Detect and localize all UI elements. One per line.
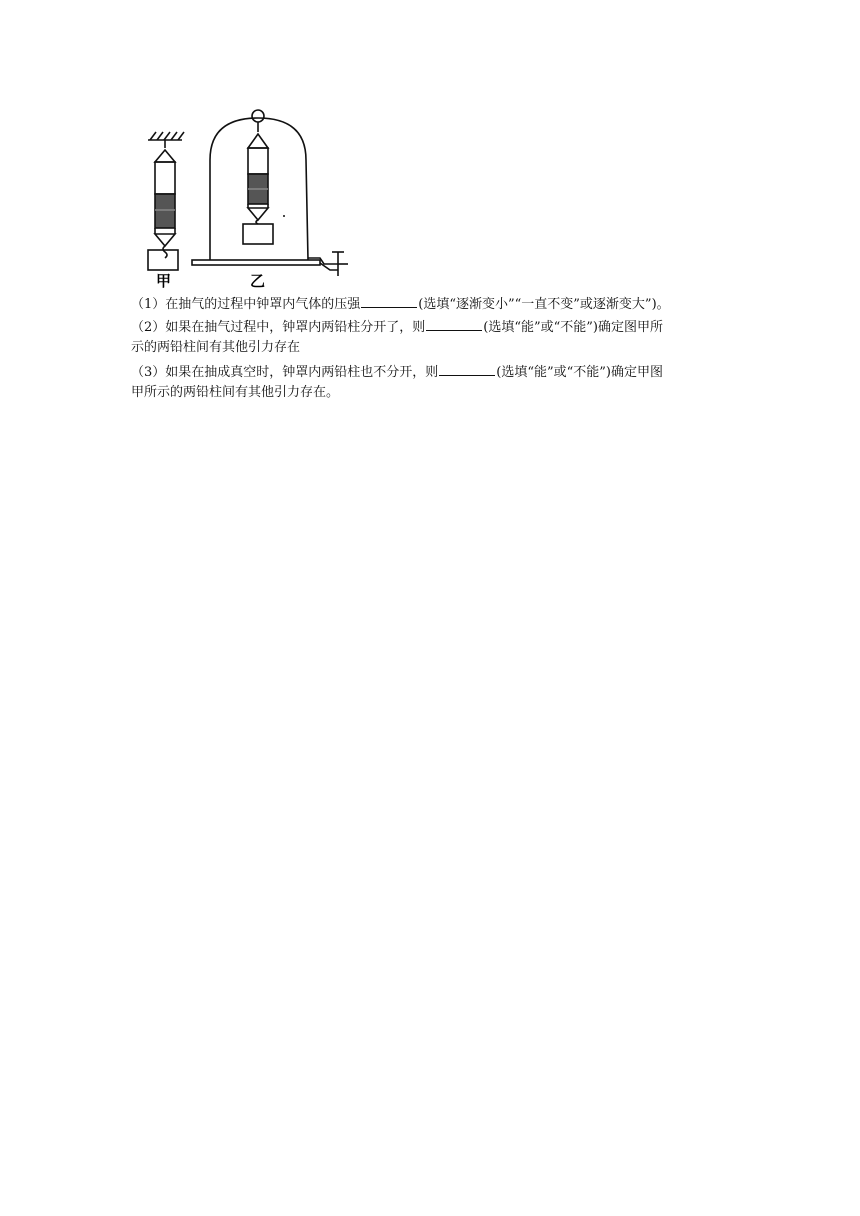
question-line <box>131 337 731 360</box>
question-line <box>131 382 731 405</box>
question-line <box>131 315 731 338</box>
experiment-figure <box>134 100 370 290</box>
answer-blank <box>439 360 495 376</box>
bell-jar <box>192 110 348 276</box>
lead-cylinders-right <box>243 122 273 244</box>
question-text: (选填“逐渐变小”“一直不变”或逐渐变大”)。 <box>418 297 670 312</box>
question-1 <box>131 292 731 315</box>
figure-label-yi: 乙 <box>250 272 266 290</box>
question-list <box>131 292 731 405</box>
question-text: (选填“能”或“不能”)确定甲图 <box>496 364 664 380</box>
question-text: 示的两铅柱间有其他引力存在 <box>131 340 301 355</box>
ceiling-support <box>148 132 184 148</box>
lead-cylinder-apparatus-diagram <box>134 100 370 290</box>
lead-cylinders-left <box>148 150 178 270</box>
question-text: （1）在抽气的过程中钟罩内气体的压强 <box>131 297 361 312</box>
question-text: 甲所示的两铅柱间有其他引力存在。 <box>131 385 340 400</box>
answer-blank <box>426 315 482 331</box>
question-text: （3）如果在抽成真空时，钟罩内两铅柱也不分开，则 <box>131 364 439 380</box>
answer-blank <box>361 292 417 308</box>
figure-label-jia: 甲 <box>156 272 172 290</box>
question-text: (选填“能”或“不能”)确定图甲所 <box>483 319 664 335</box>
question-line <box>131 360 731 383</box>
question-line <box>131 292 731 315</box>
question-text: （2）如果在抽气过程中，钟罩内两铅柱分开了，则 <box>131 319 426 335</box>
question-3 <box>131 360 731 405</box>
question-2 <box>131 315 731 360</box>
